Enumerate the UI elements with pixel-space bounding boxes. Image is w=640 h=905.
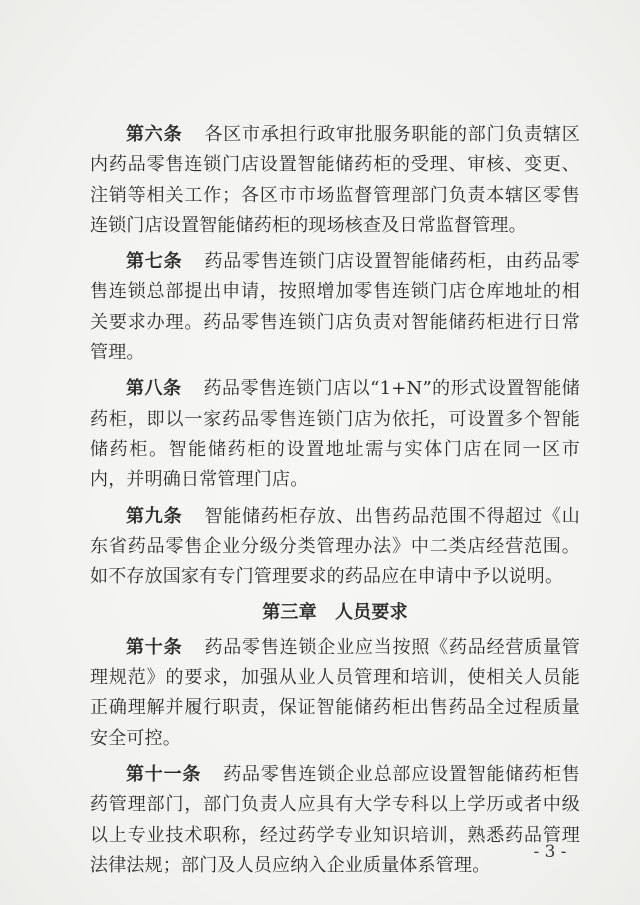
article-6-label: 第六条 bbox=[126, 124, 183, 145]
article-10-label: 第十条 bbox=[126, 636, 183, 658]
article-9 bbox=[90, 502, 580, 593]
page-number: - 3 - bbox=[533, 842, 567, 862]
article-10 bbox=[90, 633, 580, 754]
article-10-text: 药品零售连锁企业应当按照《药品经营质量管理规范》的要求，加强从业人员管理和培训，使相关人员能正确理解并履行职责，保证智能储药柜出售药品全过程质量安全可控。 bbox=[90, 636, 580, 749]
article-7-label: 第七条 bbox=[126, 251, 183, 273]
article-8-text: 药品零售连锁门店以“1+N”的形式设置智能储药柜，即以一家药品零售连锁门店为依托，可设置多个智能储药柜。智能储药柜的设置地址需与实体门店在同一区市内，并明确日常管理门店。 bbox=[90, 378, 580, 491]
article-8-label: 第八条 bbox=[126, 378, 182, 400]
article-9-label: 第九条 bbox=[126, 505, 183, 527]
article-8 bbox=[90, 374, 580, 495]
article-6-text: 各区市承担行政审批服务职能的部门负责辖区内药品零售连锁门店设置智能储药柜的受理、审核、变更、注销等相关工作；各区市市场监督管理部门负责本辖区零售连锁门店设置智能储药柜的现场核查及日常监督管理。 bbox=[90, 124, 580, 236]
article-6 bbox=[90, 120, 580, 241]
article-9-text: 智能储药柜存放、出售药品范围不得超过《山东省药品零售企业分级分类管理办法》中二类店经营范围。如不存放国家有专门管理要求的药品应在申请中予以说明。 bbox=[90, 505, 580, 588]
article-7-text: 药品零售连锁门店设置智能储药柜，由药品零售连锁总部提出申请，按照增加零售连锁门店仓库地址的相关要求办理。药品零售连锁门店负责对智能储药柜进行日常管理。 bbox=[90, 251, 580, 364]
article-11-label: 第十一条 bbox=[126, 763, 202, 785]
article-7 bbox=[90, 247, 580, 368]
article-11 bbox=[90, 760, 580, 881]
article-11-text: 药品零售连锁企业总部应设置智能储药柜售药管理部门，部门负责人应具有大学专科以上学历或者中级以上专业技术职称，经过药学专业知识培训，熟悉药品管理法律法规；部门及人员应纳入企业质量体系管理。 bbox=[90, 763, 580, 876]
document-body bbox=[90, 120, 580, 887]
chapter-heading: 第三章 人员要求 bbox=[262, 602, 408, 624]
